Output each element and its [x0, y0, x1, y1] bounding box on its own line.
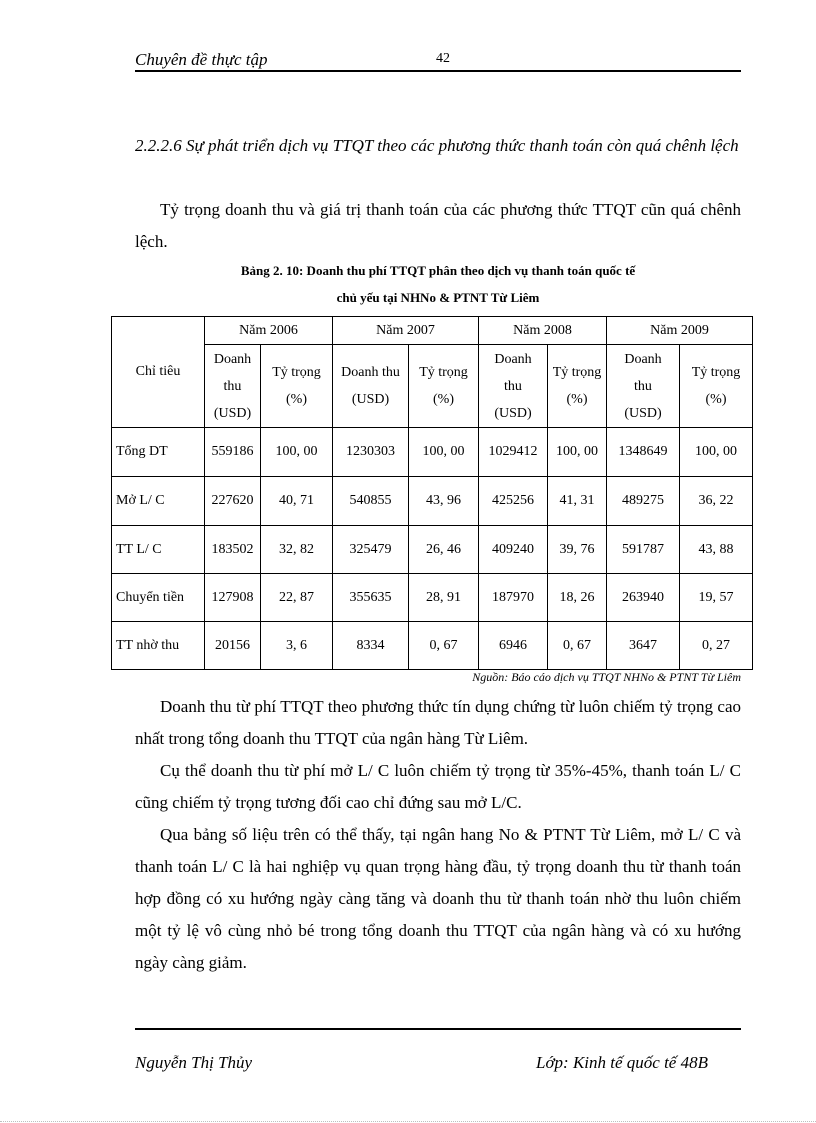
page-number: 42: [436, 51, 450, 66]
cell: 591787: [607, 526, 680, 574]
cell: 1230303: [333, 428, 409, 477]
subheader-share: Tỷ trọng (%): [548, 345, 607, 428]
cell: 489275: [607, 477, 680, 526]
year-header: Năm 2009: [607, 317, 753, 345]
cell: 127908: [205, 574, 261, 622]
table-row: [112, 477, 753, 526]
revenue-table: [111, 316, 753, 670]
cell: 32, 82: [261, 526, 333, 574]
subheader-revenue: Doanh thu (USD): [205, 345, 261, 428]
body-paragraph: Cụ thể doanh thu từ phí mở L/ C luôn chiếm tỷ trọng từ 35%-45%, thanh toán L/ C cũng chiếm tỷ trọng tương đối cao chỉ đứng sau mở L/C.: [135, 761, 741, 812]
cell: 1029412: [479, 428, 548, 477]
cell: 22, 87: [261, 574, 333, 622]
cell: 0, 67: [409, 622, 479, 670]
footer-divider: [135, 1028, 741, 1030]
cell: 355635: [333, 574, 409, 622]
cell: 100, 00: [409, 428, 479, 477]
cell: 20156: [205, 622, 261, 670]
cell: 18, 26: [548, 574, 607, 622]
cell: 409240: [479, 526, 548, 574]
year-header: Năm 2006: [205, 317, 333, 345]
header-title: Chuyên đề thực tập: [135, 50, 268, 69]
table-title-line2: chủ yếu tại NHNo & PTNT Từ Liêm: [336, 290, 540, 305]
year-header: Năm 2007: [333, 317, 479, 345]
cell: 3, 6: [261, 622, 333, 670]
row-label: Chuyển tiền: [112, 574, 205, 622]
subheader-share: Tỷ trọng (%): [680, 345, 753, 428]
table-row: [112, 622, 753, 670]
row-label: TT L/ C: [112, 526, 205, 574]
cell: 41, 31: [548, 477, 607, 526]
cell: 559186: [205, 428, 261, 477]
cell: 183502: [205, 526, 261, 574]
section-heading: 2.2.2.6 Sự phát triển dịch vụ TTQT theo các phương thức thanh toán còn quá chênh lệch: [135, 136, 739, 155]
cell: 325479: [333, 526, 409, 574]
table-title-line1: Bảng 2. 10: Doanh thu phí TTQT phân theo dịch vụ thanh toán quốc tế: [240, 263, 636, 278]
cell: 100, 00: [680, 428, 753, 477]
table-row: [112, 526, 753, 574]
cell: 100, 00: [261, 428, 333, 477]
footer-author: Nguyễn Thị Thủy: [135, 1053, 253, 1072]
subheader-revenue: Doanh thu (USD): [333, 345, 409, 428]
cell: 0, 67: [548, 622, 607, 670]
subheader-revenue: Doanh thu (USD): [479, 345, 548, 428]
cell: 263940: [607, 574, 680, 622]
cell: 6946: [479, 622, 548, 670]
subheader-share: Tỷ trọng (%): [261, 345, 333, 428]
body-paragraph: Doanh thu từ phí TTQT theo phương thức tín dụng chứng từ luôn chiếm tỷ trọng cao nhất trong tổng doanh thu TTQT của ngân hàng Từ Liêm.: [135, 697, 741, 748]
row-label: Mở L/ C: [112, 477, 205, 526]
footer-class: Lớp: Kinh tế quốc tế 48B: [536, 1053, 708, 1072]
cell: 100, 00: [548, 428, 607, 477]
cell: 0, 27: [680, 622, 753, 670]
cell: 36, 22: [680, 477, 753, 526]
cell: 26, 46: [409, 526, 479, 574]
subheader-share: Tỷ trọng (%): [409, 345, 479, 428]
year-header: Năm 2008: [479, 317, 607, 345]
cell: 28, 91: [409, 574, 479, 622]
table-row: [112, 574, 753, 622]
cell: 3647: [607, 622, 680, 670]
subheader-revenue: Doanh thu (USD): [607, 345, 680, 428]
cell: 425256: [479, 477, 548, 526]
table-source: Nguồn: Báo cáo dịch vụ TTQT NHNo & PTNT Từ Liêm: [472, 670, 741, 684]
cell: 227620: [205, 477, 261, 526]
cell: 43, 96: [409, 477, 479, 526]
page-edge: [0, 1121, 816, 1122]
cell: 1348649: [607, 428, 680, 477]
cell: 8334: [333, 622, 409, 670]
header-divider: [135, 70, 741, 72]
table-row: [112, 428, 753, 477]
row-label: TT nhờ thu: [112, 622, 205, 670]
body-paragraph: Qua bảng số liệu trên có thể thấy, tại ngân hang No & PTNT Từ Liêm, mở L/ C và thanh toán L/ C là hai nghiệp vụ quan trọng hàng đầu, tỷ trọng doanh thu từ thanh toán hợp đồng có xu hướng ngày càng tăng và doanh thu từ thanh toán nhờ thu luôn chiếm một tỷ lệ vô cùng nhỏ bé trong tổng doanh thu TTQT của ngân hàng và có xu hướng ngày càng giảm.: [135, 825, 741, 972]
cell: 540855: [333, 477, 409, 526]
cell: 43, 88: [680, 526, 753, 574]
row-header-cell: Chỉ tiêu: [112, 317, 205, 428]
cell: 187970: [479, 574, 548, 622]
cell: 40, 71: [261, 477, 333, 526]
row-label: Tổng DT: [112, 428, 205, 477]
intro-paragraph: Tỷ trọng doanh thu và giá trị thanh toán của các phương thức TTQT cũn quá chênh lệch.: [135, 200, 741, 251]
cell: 19, 57: [680, 574, 753, 622]
cell: 39, 76: [548, 526, 607, 574]
